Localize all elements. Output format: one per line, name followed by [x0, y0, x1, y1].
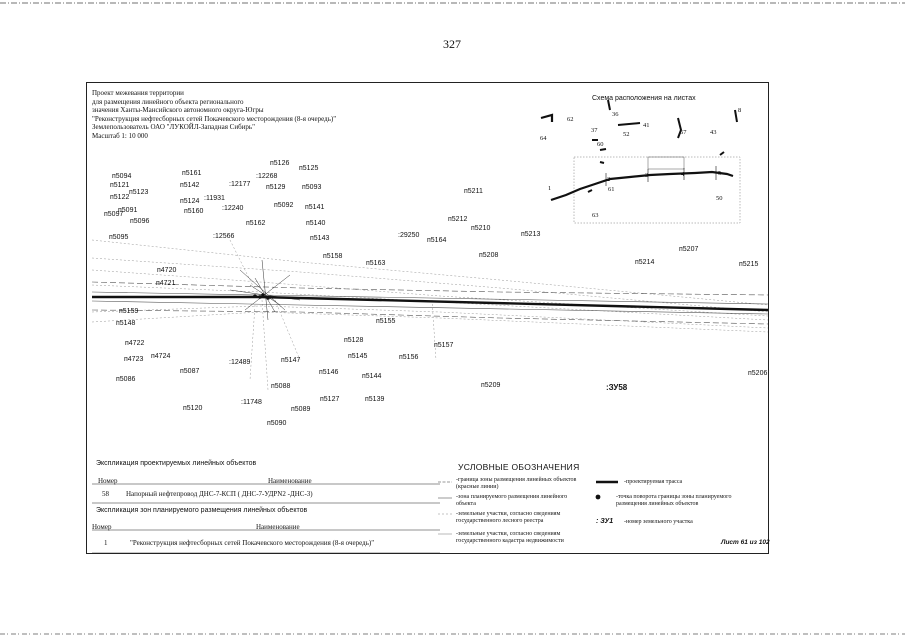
parcel-label: п5209 [481, 382, 501, 389]
junction-line [262, 260, 268, 320]
header-line-2: для размещения линейного объекта регионального [92, 97, 244, 106]
parcel-label: п4724 [151, 353, 171, 360]
parcel-label: п5087 [180, 368, 200, 375]
parcel-label: п5128 [344, 337, 364, 344]
scheme-sheet-number: 50 [716, 195, 723, 202]
parcel-label: п5088 [271, 383, 291, 390]
parcel-label: п5140 [306, 220, 326, 227]
header-line-3: значения Ханты-Мансийского автономного округа-Югры [92, 106, 264, 115]
scheme-sheet-number: 36 [612, 111, 619, 118]
forest-line [250, 305, 255, 380]
parcel-label: п4722 [125, 340, 145, 347]
scheme-current-sheet [648, 157, 684, 169]
parcel-label: п5124 [180, 198, 200, 205]
legend-item-cadastre: -земельные участки, согласно сведениям государственного кадастра недвижимости [456, 531, 564, 544]
parcel-label: п5093 [302, 184, 322, 191]
parcel-label: п5089 [291, 406, 311, 413]
location-scheme [540, 100, 741, 223]
legend-title: УСЛОВНЫЕ ОБОЗНАЧЕНИЯ [458, 462, 580, 472]
parcel-label: п5156 [399, 354, 419, 361]
parcel-label: п4721 [156, 280, 176, 287]
parcel-label: п5091 [118, 207, 138, 214]
scheme-sheet-number: 1 [548, 185, 552, 192]
table1-col-num: Номер [98, 477, 118, 485]
turn-point [261, 293, 265, 297]
parcel-label: :12489 [229, 359, 251, 366]
scheme-route [551, 172, 733, 200]
parcel-label: п5092 [274, 202, 294, 209]
legend-turn-point-symbol [596, 495, 601, 500]
parcel-label: п5158 [323, 253, 343, 260]
parcel-label: :12240 [222, 205, 244, 212]
parcel-label: :12177 [229, 181, 251, 188]
scheme-segment [618, 123, 640, 125]
parcel-label: п5142 [180, 182, 200, 189]
parcel-label: п5214 [635, 259, 655, 266]
scheme-sheet-number: 4 [681, 171, 685, 178]
parcel-label: п4723 [124, 356, 144, 363]
junction-lines [230, 260, 300, 320]
forest-line [230, 240, 255, 290]
parcel-label: :11748 [241, 399, 262, 406]
scheme-sheet-number: 43 [710, 129, 717, 136]
legend-item-turn-point: -точка поворота границы зоны планируемого размещения линейных объектов [616, 494, 732, 507]
scheme-sheet-number: 5 [718, 170, 722, 177]
table2-title: Экспликация зон планируемого размещения линейных объектов [96, 507, 308, 514]
parcel-label: п5206 [748, 370, 768, 377]
scheme-sheet-number: 41 [643, 122, 650, 129]
forest-line [92, 306, 768, 328]
parcel-label: п5141 [305, 204, 325, 211]
forest-line [432, 300, 436, 360]
scheme-sheet-number: 8 [738, 107, 742, 114]
turn-point [266, 296, 270, 300]
parcel-label: п5211 [464, 188, 483, 195]
legend-zu-sample: : ЗУ1 [596, 518, 614, 525]
table2-row-num: 1 [104, 539, 108, 547]
parcel-label: п5147 [281, 357, 301, 364]
scheme-sheet-number: 63 [592, 212, 599, 219]
parcel-label: п5213 [521, 231, 541, 238]
table2-row-name: "Реконструкция нефтесборных сетей Покачевского месторождения (8-я очередь)" [130, 539, 375, 547]
parcel-label: п5086 [116, 376, 136, 383]
scheme-sheet-number: 60 [597, 141, 604, 148]
projected-route [92, 297, 768, 310]
parcel-label: п5159 [119, 308, 139, 315]
header-line-5: Землепользователь ОАО "ЛУКОЙЛ-Западная Сибирь" [92, 123, 255, 132]
parcel-label: п5144 [362, 373, 382, 380]
parcel-label: п5120 [183, 405, 203, 412]
scheme-sheet-number: 37 [591, 127, 598, 134]
parcel-label: :12268 [256, 173, 278, 180]
parcel-label: п5161 [182, 170, 202, 177]
scheme-sheet-number: 64 [540, 135, 547, 142]
parcel-zu-label: :ЗУ58 [606, 383, 628, 392]
parcel-label: п5097 [104, 211, 124, 218]
turn-point [253, 294, 257, 298]
parcel-labels [104, 160, 767, 427]
parcel-label: :12566 [213, 233, 235, 240]
parcel-label: п5145 [348, 353, 368, 360]
parcel-label: п5148 [116, 320, 136, 327]
scheme-sheet-number: 61 [608, 186, 615, 193]
forest-line [275, 300, 300, 360]
red-line [92, 282, 768, 295]
scheme-sheet-number: 67 [680, 129, 687, 136]
parcel-label: п5125 [299, 165, 319, 172]
parcel-label: п5126 [270, 160, 290, 167]
parcel-label: п5208 [479, 252, 499, 259]
scheme-title: Схема расположения на листах [592, 95, 696, 102]
scheme-sheet-number: 2 [607, 176, 611, 183]
parcel-label: п5095 [109, 234, 129, 241]
forest-line [92, 312, 768, 332]
parcel-label: п5163 [366, 260, 386, 267]
legend-item-parcel-number: -номер земельного участка [624, 519, 693, 525]
scheme-segment [720, 152, 724, 155]
turn-point [258, 295, 262, 299]
parcel-label: п5215 [739, 261, 759, 268]
scheme-segment [588, 190, 592, 192]
parcel-label: п5121 [110, 182, 130, 189]
parcel-label: п5164 [427, 237, 447, 244]
scheme-segment [735, 110, 737, 122]
parcel-label: п5143 [310, 235, 330, 242]
parcel-label: п5127 [320, 396, 340, 403]
parcel-label: п5129 [266, 184, 286, 191]
sheet-number: Лист 61 из 102 [721, 539, 770, 546]
parcel-label: п5122 [110, 194, 130, 201]
scheme-frame [574, 157, 740, 223]
legend-item-zone: -зона планируемого размещения линейного объекта [456, 494, 568, 507]
parcel-label: п5162 [246, 220, 266, 227]
scheme-segment [600, 149, 606, 150]
parcel-label: :11931 [204, 195, 225, 202]
scheme-sheet-number: 62 [567, 116, 574, 123]
parcel-label: п5207 [679, 246, 699, 253]
table2-col-num: Номер [92, 523, 112, 531]
header-line-4: "Реконструкция нефтесборных сетей Покачевского месторождения (8-я очередь)" [92, 114, 337, 123]
scheme-sheet-number: 3 [645, 172, 649, 179]
parcel-label: п5139 [365, 396, 385, 403]
header-scale: Масштаб 1: 10 000 [92, 131, 148, 140]
parcel-label: п5210 [471, 225, 491, 232]
parcel-label: :29250 [398, 232, 420, 239]
scheme-segment [541, 115, 552, 122]
scheme-sheet-number: 52 [623, 131, 630, 138]
legend-item-forest: -земельные участки, согласно сведениям государственного лесного реестра [456, 511, 561, 524]
scheme-segment [608, 100, 610, 110]
legend-item-route: -проектируемая трасса [624, 479, 683, 485]
parcel-label: п5090 [267, 420, 287, 427]
parcel-label: п5096 [130, 218, 150, 225]
parcel-label: п5155 [376, 318, 396, 325]
table1-row-name: Напорный нефтепровод ДНС-7-КСП ( ДНС-7-УДРN2 -ДНС-3) [126, 490, 313, 498]
parcel-label: п5157 [434, 342, 454, 349]
page-number: 327 [443, 37, 461, 51]
scheme-segment [600, 162, 604, 163]
parcel-label: п5146 [319, 369, 339, 376]
parcel-label: п5094 [112, 173, 132, 180]
table1-title: Экспликация проектируемых линейных объектов [96, 460, 257, 467]
parcel-label: п5160 [184, 208, 204, 215]
table1-col-name: Наименование [268, 477, 312, 485]
parcel-label: п5123 [129, 189, 149, 196]
parcel-label: п4720 [157, 267, 177, 274]
forest-line [92, 240, 768, 305]
table1-row-num: 58 [102, 490, 109, 498]
forest-line [92, 270, 768, 316]
header-line-1: Проект межевания территории [92, 89, 184, 97]
legend-item-red-lines: -граница зоны размещения линейных объектов (красные линии) [456, 477, 577, 490]
table2-col-name: Наименование [256, 523, 300, 531]
parcel-label: п5212 [448, 216, 468, 223]
